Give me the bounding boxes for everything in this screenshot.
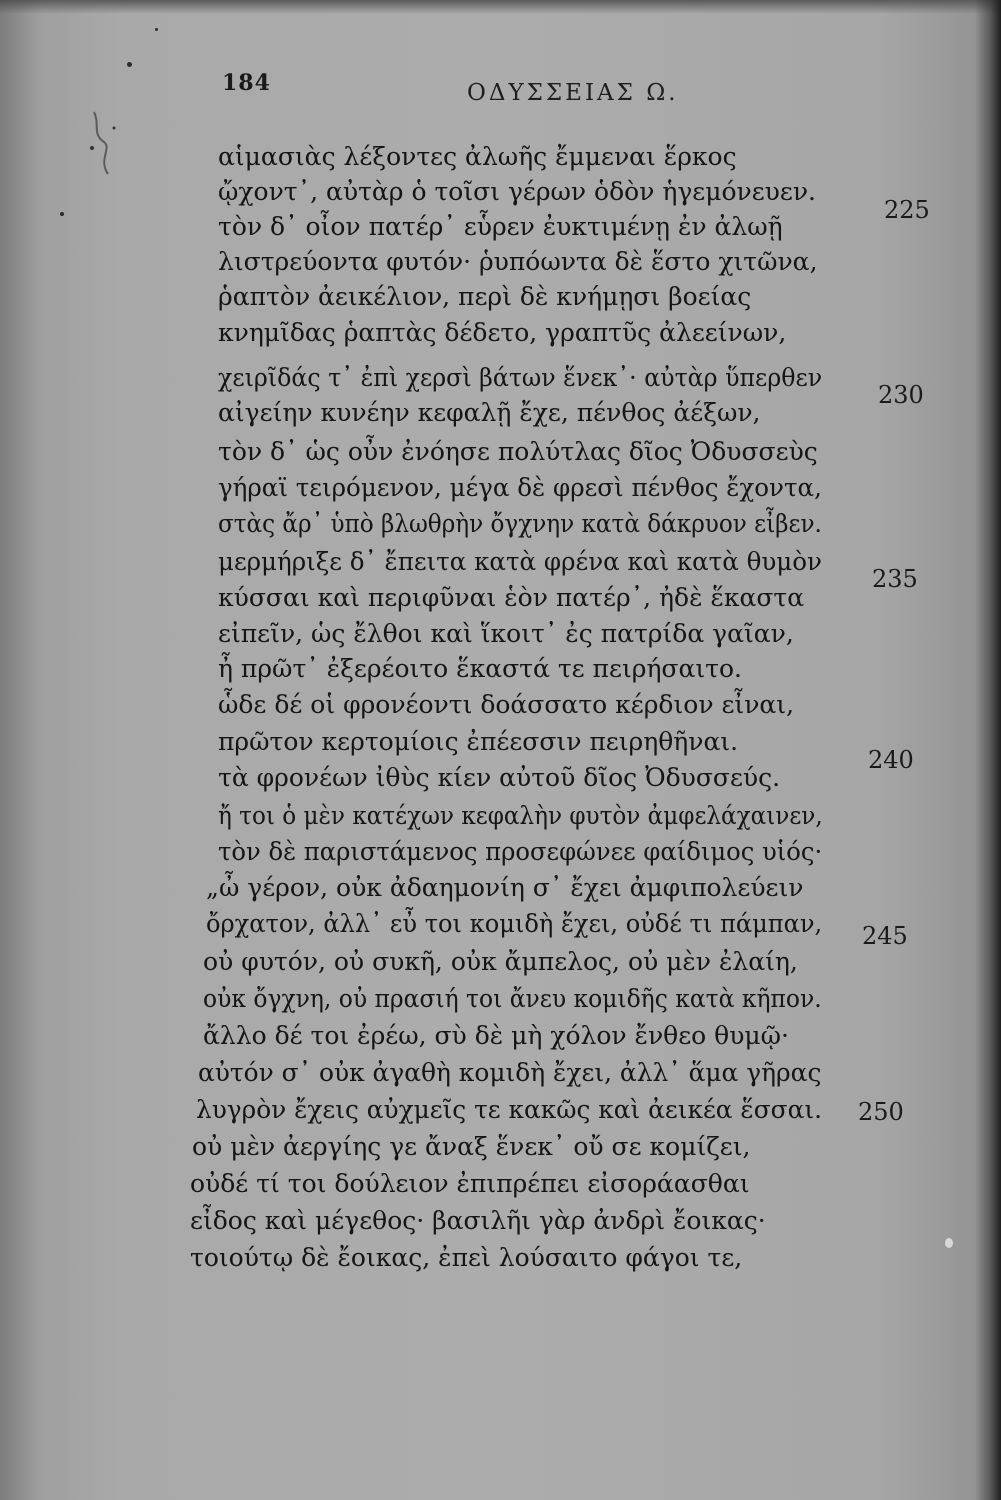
verse-line: λιστρεύοντα φυτόν· ῥυπόωντα δὲ ἕστο χιτῶνα, [218, 247, 818, 276]
verse-line: γήραϊ τειρόμενον, μέγα δὲ φρεσὶ πένθος ἔχοντα, [218, 473, 822, 502]
top-shadow [0, 0, 1001, 14]
verse-line: ἄλλο δέ τοι ἐρέω, σὺ δὲ μὴ χόλον ἔνθεο θυμῷ· [203, 1021, 789, 1050]
verse-line: αἱμασιὰς λέξοντες ἀλωῆς ἔμμεναι ἕρκος [218, 142, 737, 171]
line-number: 230 [878, 381, 924, 409]
verse-line: ὧδε δέ οἱ φρονέοντι δοάσσατο κέρδιον εἶναι, [218, 690, 795, 719]
verse-line: „ὦ γέρον, οὐκ ἀδαημονίη σ᾽ ἔχει ἀμφιπολεύειν [206, 873, 804, 902]
line-number: 240 [868, 746, 914, 774]
verse-line: οὐδέ τί τοι δούλειον ἐπιπρέπει εἰσοράασθαι [190, 1169, 750, 1198]
verse-line: κύσσαι καὶ περιφῦναι ἑὸν πατέρ᾽, ἠδὲ ἕκαστα [218, 583, 805, 612]
verse-line: τὰ φρονέων ἰθὺς κίεν αὐτοῦ δῖος Ὀδυσσεύς. [218, 763, 781, 792]
verse-line: τὸν δὲ παριστάμενος προσεφώνεε φαίδιμος υἱός· [218, 837, 823, 866]
ink-speck [127, 62, 132, 67]
verse-line: κνημῖδας ῥαπτὰς δέδετο, γραπτῦς ἀλεείνων, [218, 318, 787, 347]
ink-speck [60, 212, 64, 216]
verse-line: τὸν δ᾽ οἶον πατέρ᾽ εὗρεν ἐυκτιμένῃ ἐν ἀλωῇ [218, 212, 783, 241]
ink-smudge-icon [86, 108, 120, 178]
verse-line: εἶδος καὶ μέγεθος· βασιλῆι γὰρ ἀνδρὶ ἔοικας· [190, 1206, 766, 1235]
gutter-shadow [0, 0, 40, 1500]
verse-line: τοιούτῳ δὲ ἔοικας, ἐπεὶ λούσαιτο φάγοι τε, [190, 1243, 743, 1272]
verse-line: χειρῖδάς τ᾽ ἐπὶ χερσὶ βάτων ἕνεκ᾽· αὐτὰρ ὕπερθεν [218, 363, 823, 392]
verse-line: οὐκ ὄγχνη, οὐ πρασιή τοι ἄνευ κομιδῆς κατὰ κῆπον. [203, 984, 822, 1013]
verse-line: στὰς ἄρ᾽ ὑπὸ βλωθρὴν ὄγχνην κατὰ δάκρυον εἶβεν. [218, 509, 822, 538]
verse-line: αἰγείην κυνέην κεφαλῇ ἔχε, πένθος ἀέξων, [218, 398, 761, 427]
verse-line: εἰπεῖν, ὡς ἔλθοι καὶ ἵκοιτ᾽ ἐς πατρίδα γαῖαν, [218, 619, 794, 648]
verse-line: πρῶτον κερτομίοις ἐπέεσσιν πειρηθῆναι. [218, 727, 739, 756]
verse-line: ῥαπτὸν ἀεικέλιον, περὶ δὲ κνήμῃσι βοείας [218, 282, 752, 311]
ink-speck [155, 28, 158, 31]
verse-line: οὐ μὲν ἀεργίης γε ἄναξ ἕνεκ᾽ οὔ σε κομίζει, [192, 1132, 751, 1161]
line-number: 235 [872, 565, 918, 593]
verse-line: ὄρχατον, ἀλλ᾽ εὖ τοι κομιδὴ ἔχει, οὐδέ τι πάμπαν, [206, 909, 823, 938]
line-number: 225 [884, 196, 930, 224]
line-number: 245 [862, 922, 908, 950]
verse-line: ἤ τοι ὁ μὲν κατέχων κεφαλὴν φυτὸν ἀμφελάχαινεν, [218, 801, 823, 830]
verse-line: τὸν δ᾽ ὡς οὖν ἐνόησε πολύτλας δῖος Ὀδυσσεὺς [218, 437, 818, 466]
running-title: ΟΔΥΣΣΕΙΑΣ Ω. [467, 80, 679, 106]
verse-line: ᾤχοντ᾽, αὐτὰρ ὁ τοῖσι γέρων ὁδὸν ἡγεμόνευεν. [218, 177, 816, 206]
verse-line: ἦ πρῶτ᾽ ἐξερέοιτο ἕκαστά τε πειρήσαιτο. [218, 654, 742, 683]
verse-line: οὐ φυτόν, οὐ συκῆ, οὐκ ἄμπελος, οὐ μὲν ἐλαίη, [203, 947, 798, 976]
line-number: 250 [858, 1098, 904, 1126]
verse-line: μερμήριξε δ᾽ ἔπειτα κατὰ φρένα καὶ κατὰ θυμὸν [218, 547, 822, 576]
verse-line: λυγρὸν ἔχεις αὐχμεῖς τε κακῶς καὶ ἀεικέα ἕσσαι. [196, 1095, 822, 1124]
verse-line: αὐτόν σ᾽ οὐκ ἀγαθὴ κομιδὴ ἔχει, ἀλλ᾽ ἅμα γῆρας [198, 1058, 822, 1087]
page-number: 184 [222, 70, 271, 96]
ink-speck [945, 1238, 953, 1248]
page-edge-shadow [975, 0, 1001, 1500]
